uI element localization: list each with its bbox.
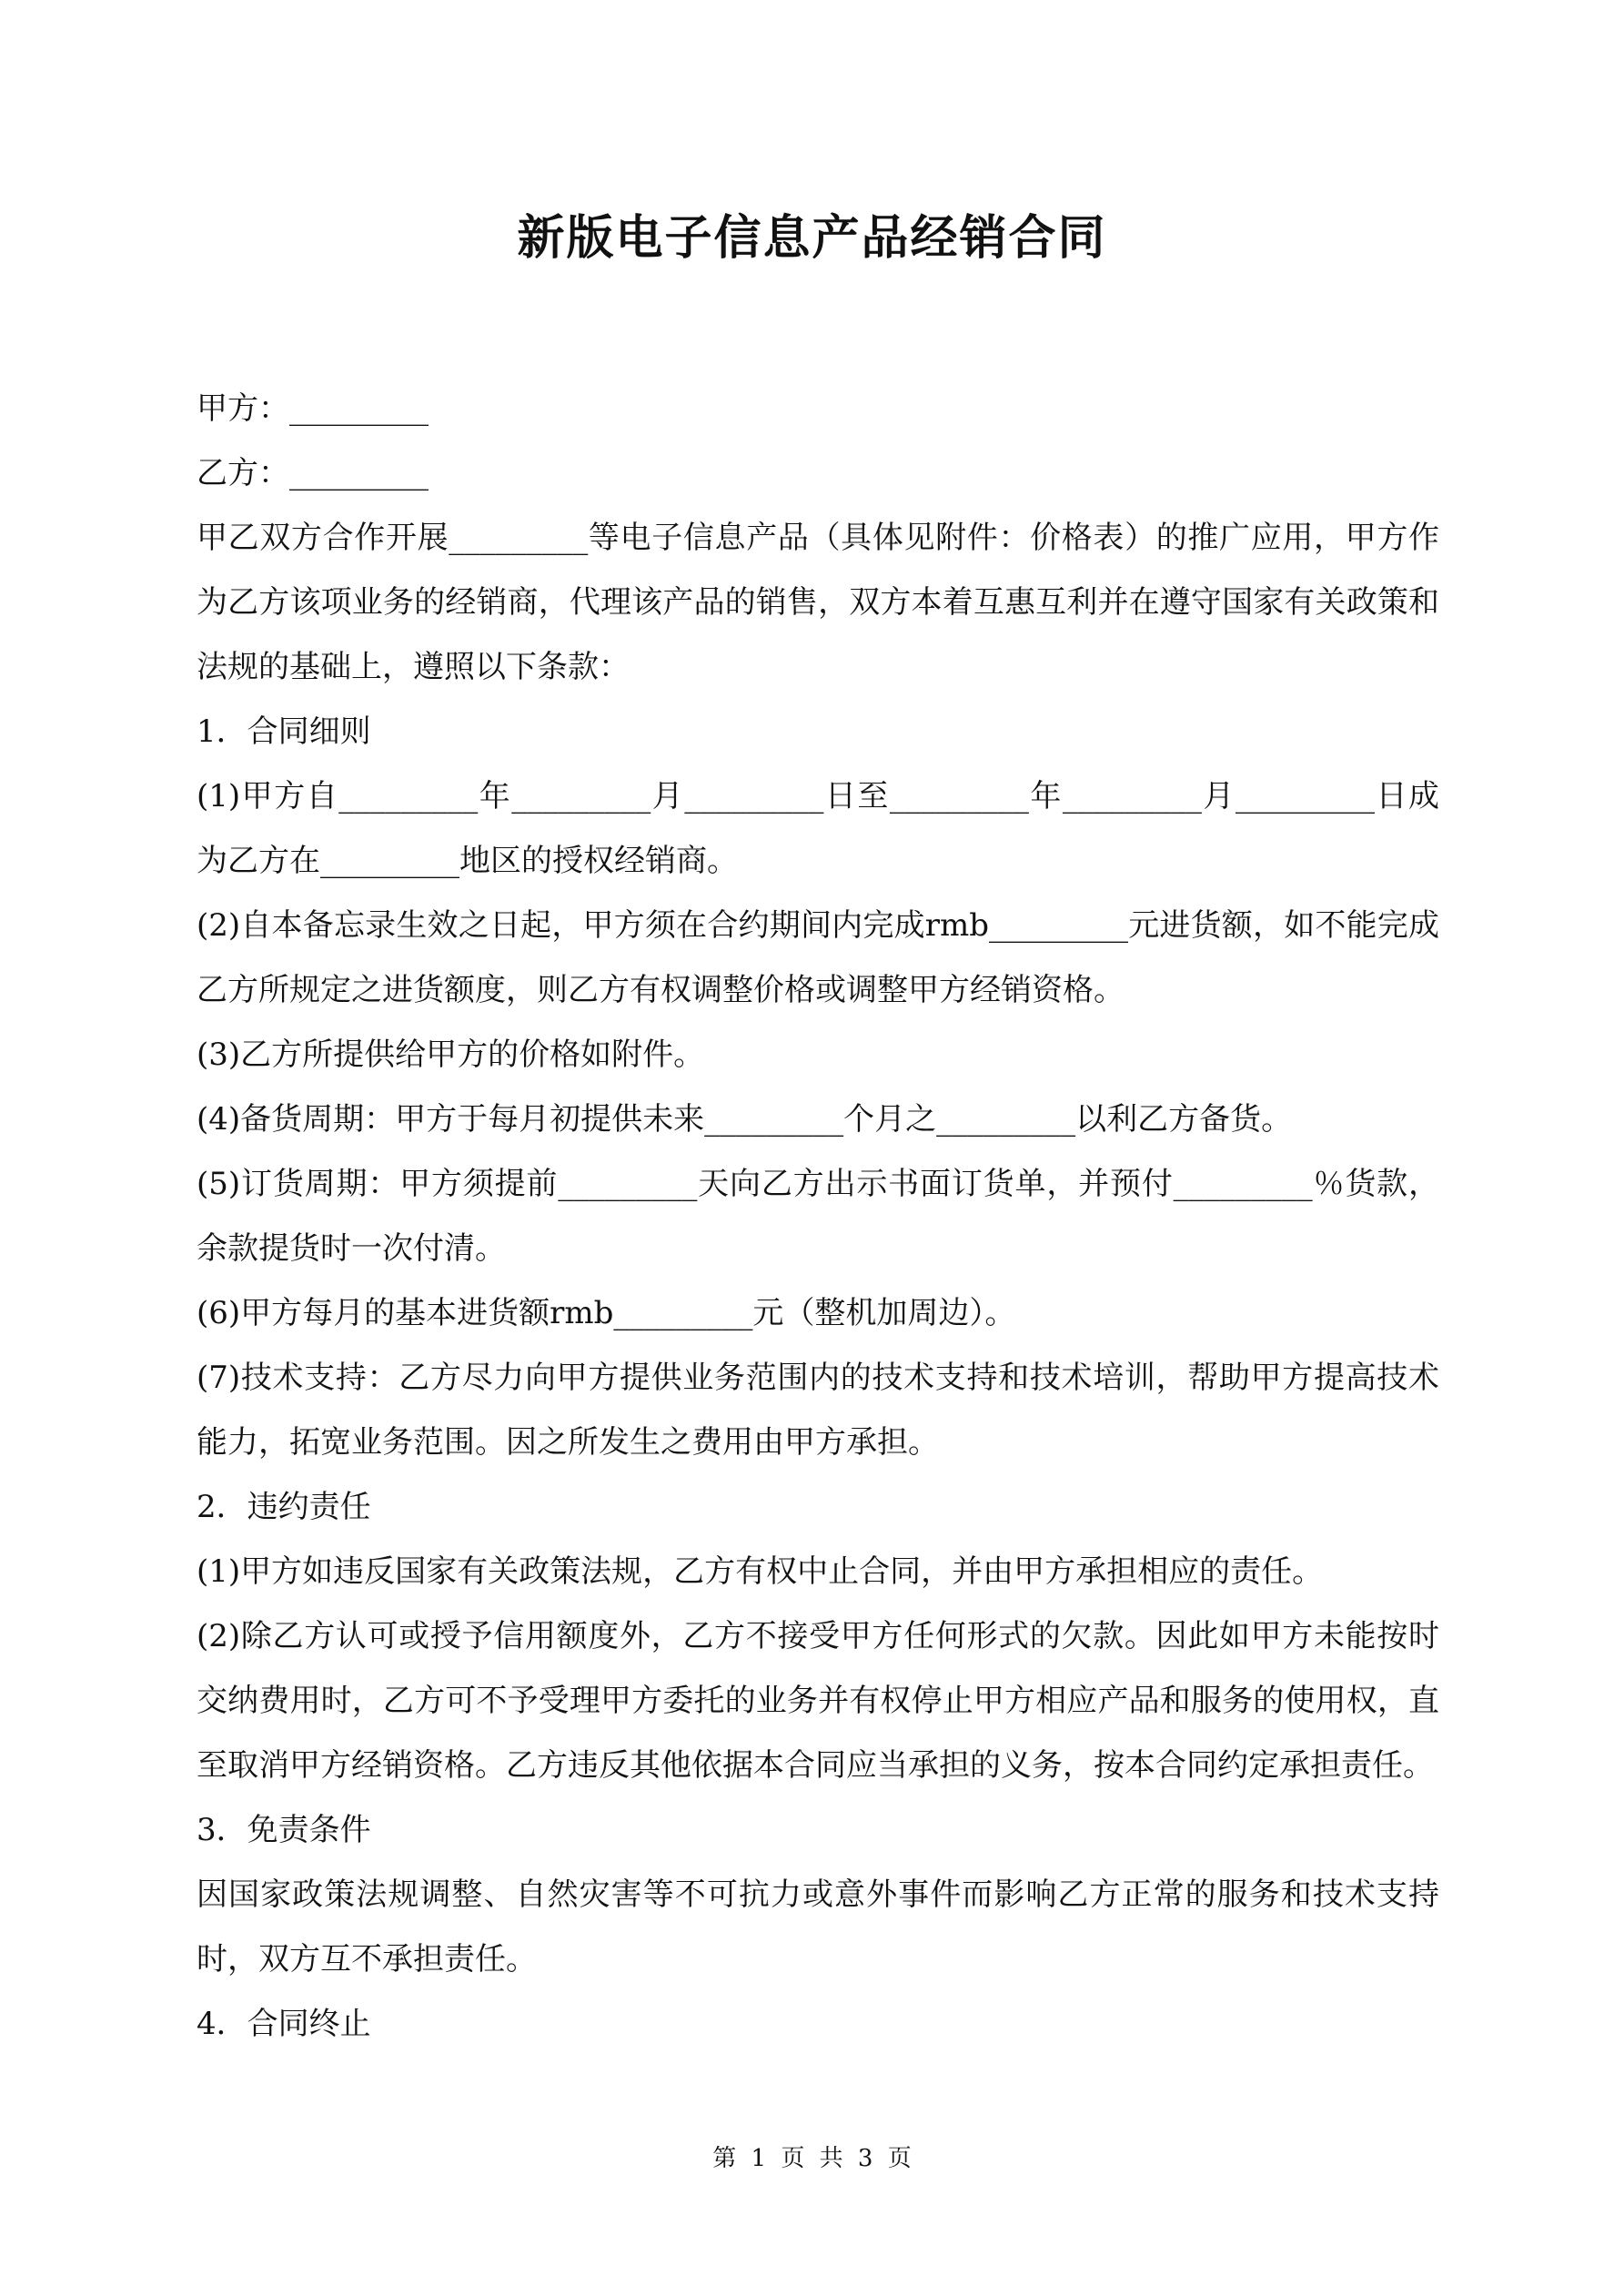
intro-paragraph: 甲乙双方合作开展_________等电子信息产品（具体见附件：价格表）的推广应用，甲方作为乙方该项业务的经销商，代理该产品的销售，双方本着互惠互利并在遵守国家有关政策和法规的基础上，遵照以下条款： — [197, 520, 1439, 685]
clause-paragraph: (6)甲方每月的基本进货额rmb_________元（整机加周边）。 — [197, 1295, 1016, 1331]
document-body — [197, 377, 1439, 2057]
section-heading: 1．合同细则 — [197, 713, 371, 750]
clause-paragraph: (5)订货周期：甲方须提前_________天向乙方出示书面订货单，并预付_________％货款，余款提货时一次付清。 — [197, 1166, 1439, 1267]
party-a-line: 甲方：_________ — [197, 390, 429, 427]
document-title: 新版电子信息产品经销合同 — [517, 210, 1107, 266]
clause-paragraph: (3)乙方所提供给甲方的价格如附件。 — [197, 1037, 705, 1073]
section-heading: 4．合同终止 — [197, 2006, 371, 2042]
clause-paragraph: (4)备货周期：甲方于每月初提供未来_________个月之_________以利乙方备货。 — [197, 1101, 1293, 1138]
section-heading: 2．违约责任 — [197, 1489, 371, 1525]
clause-paragraph: (7)技术支持：乙方尽力向甲方提供业务范围内的技术支持和技术培训，帮助甲方提高技术能力，拓宽业务范围。因之所发生之费用由甲方承担。 — [197, 1360, 1439, 1461]
clause-paragraph: (1)甲方如违反国家有关政策法规，乙方有权中止合同，并由甲方承担相应的责任。 — [197, 1553, 1324, 1590]
party-b-line: 乙方：_________ — [197, 455, 429, 491]
clause-paragraph: (2)自本备忘录生效之日起，甲方须在合约期间内完成rmb_________元进货额，如不能完成乙方所规定之进货额度，则乙方有权调整价格或调整甲方经销资格。 — [197, 907, 1439, 1008]
clause-paragraph: (1)甲方自_________年_________月_________日至_________年_________月_________日成为乙方在_________地区的授权经销商。 — [197, 778, 1439, 879]
clause-paragraph: (2)除乙方认可或授予信用额度外，乙方不接受甲方任何形式的欠款。因此如甲方未能按时交纳费用时，乙方可不予受理甲方委托的业务并有权停止甲方相应产品和服务的使用权，直至取消甲方经销资格。乙方违反其他依据本合同应当承担的义务，按本合同约定承担责任。 — [197, 1618, 1439, 1784]
section-heading: 3．免责条件 — [197, 1812, 371, 1848]
clause-paragraph: 因国家政策法规调整、自然灾害等不可抗力或意外事件而影响乙方正常的服务和技术支持时，双方互不承担责任。 — [197, 1876, 1439, 1977]
page-footer: 第 1 页 共 3 页 — [712, 2145, 912, 2172]
